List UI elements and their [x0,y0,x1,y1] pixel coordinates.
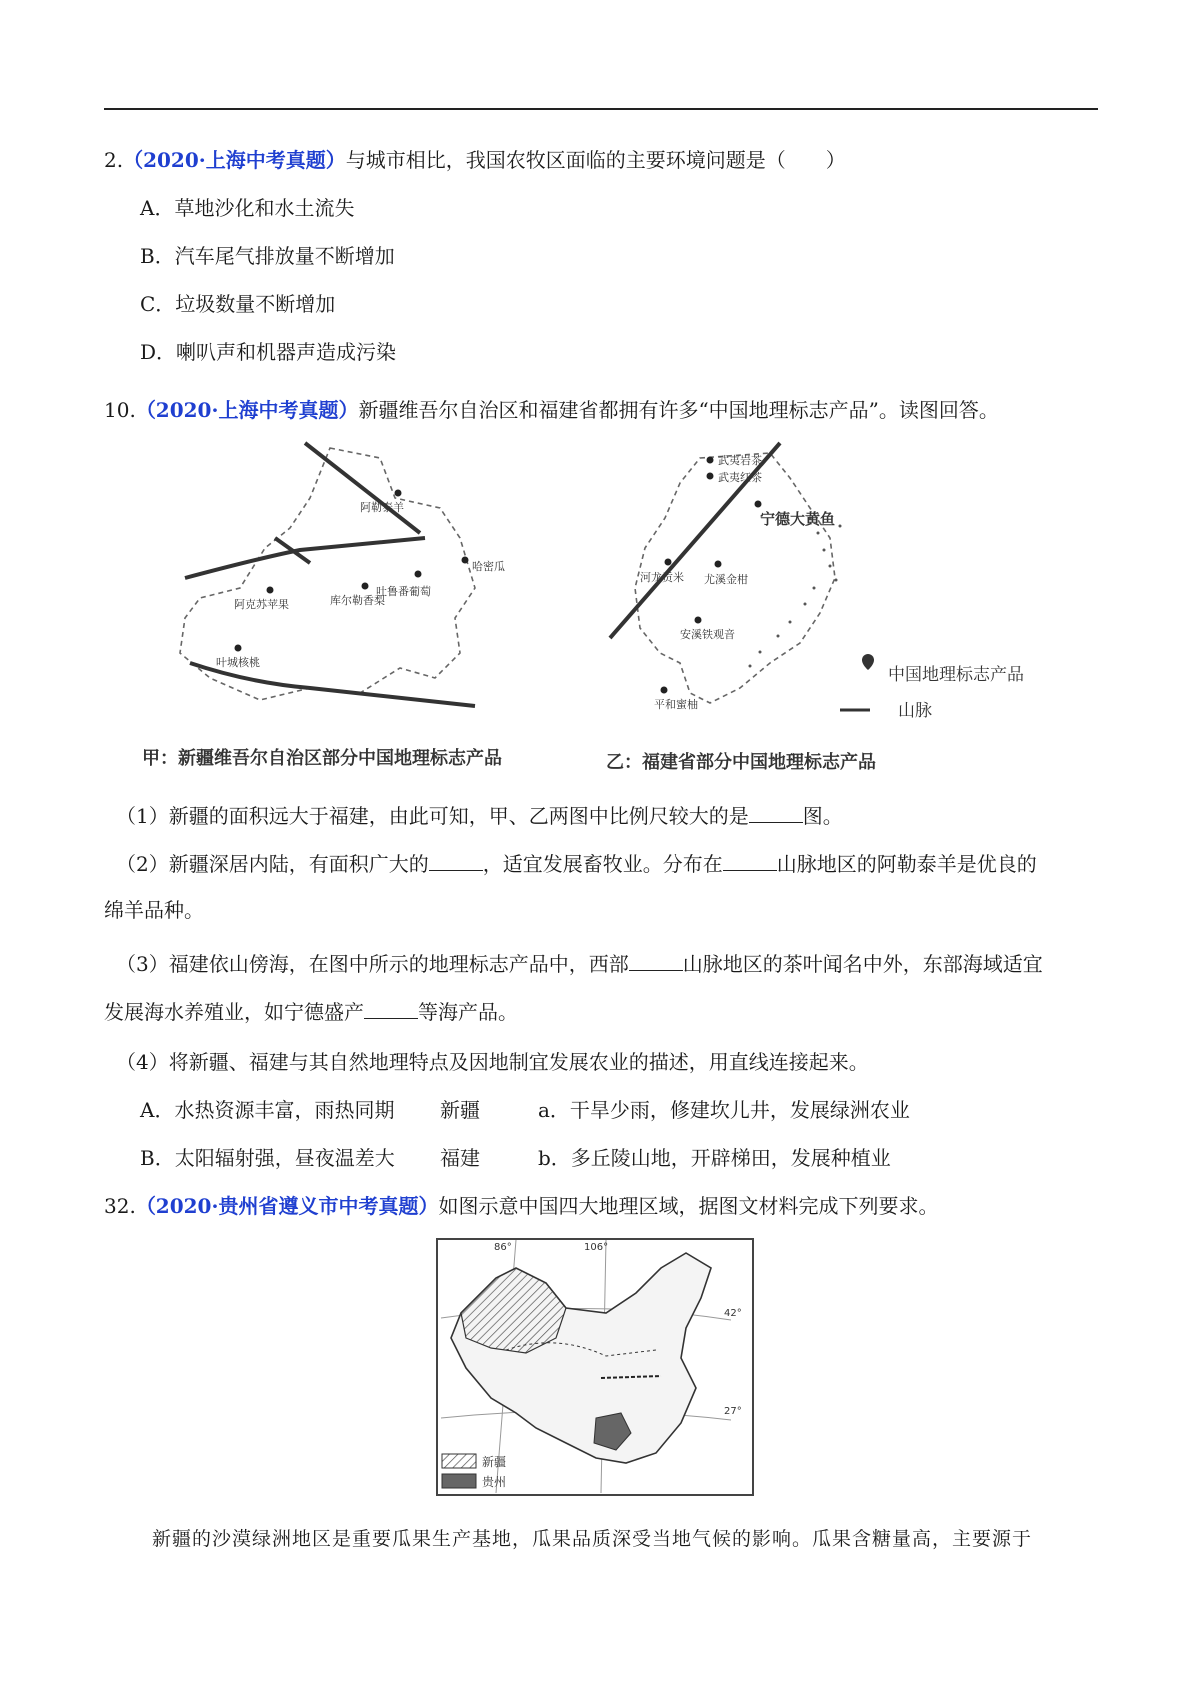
pin-icon [665,559,672,566]
legend-guizhou: 贵州 [482,1475,507,1489]
map-pin-icon [862,654,874,670]
q2-option-b[interactable]: B．汽车尾气排放量不断增加 [140,244,395,268]
xinjiang-pins [235,490,469,652]
label-turpan-grape: 吐鲁番葡萄 [376,585,431,598]
pin-icon [267,587,274,594]
pin-icon [707,457,714,464]
pin-icon [707,473,714,480]
answer-blank[interactable] [429,848,483,871]
pin-icon [415,571,422,578]
pin-icon [715,561,722,568]
q2-option-a[interactable]: A．草地沙化和水土流失 [140,196,355,220]
header-rule [104,108,1098,110]
map-jia-caption: 甲：新疆维吾尔自治区部分中国地理标志产品 [142,748,502,769]
q10-sub3-line2-tail: 等海产品。 [418,1000,518,1024]
label-korla-pear: 库尔勒香梨 [330,594,385,607]
match-row-a-mid[interactable]: 新疆 [440,1098,480,1122]
pin-icon [755,501,762,508]
q10-sub3-line2 [104,996,518,1026]
label-aksu-apple: 阿克苏苹果 [234,598,289,611]
fujian-legend [840,654,1024,721]
xinjiang-map [170,438,505,734]
q10-sub1 [116,800,843,830]
pin-icon [661,687,668,694]
q10-sub2-line2: 绵羊品种。 [104,898,204,922]
lat-27-label: 27° [724,1406,742,1417]
fujian-coast-dots [749,517,842,668]
q10-sub2 [116,848,1037,878]
xinjiang-legend-swatch [442,1454,476,1468]
label-ningde-croaker: 宁德大黄鱼 [760,510,836,528]
q10-number: 10. [104,398,136,422]
pin-icon [235,645,242,652]
label-youxi-kumquat: 尤溪金柑 [704,573,748,586]
lon-86-label: 86° [494,1242,512,1253]
q32-source: （2020·贵州省遵义市中考真题） [135,1194,439,1218]
q10-sub2-tail: 山脉地区的阿勒泰羊是优良的 [776,852,1037,876]
q10-stem [104,396,999,424]
q2-number: 2. [104,148,124,172]
match-row-a-right[interactable]: a．干旱少雨，修建坎儿井，发展绿洲农业 [538,1098,910,1122]
legend-line-label: 山脉 [898,701,932,721]
q2-option-c[interactable]: C．垃圾数量不断增加 [140,292,336,316]
legend-pin-label: 中国地理标志产品 [888,665,1024,685]
q10-sub1-tail: 图。 [802,804,843,828]
q10-sub2-text: （2）新疆深居内陆，有面积广大的 [116,852,429,876]
label-anxi-tieguanyin: 安溪铁观音 [680,628,735,641]
q10-sub4: （4）将新疆、福建与其自然地理特点及因地制宜发展农业的描述，用直线连接起来。 [116,1050,869,1074]
fujian-map [600,438,1080,734]
q10-source: （2020·上海中考真题） [135,398,359,422]
label-helong-rice: 河龙贡米 [640,571,684,584]
label-hami-melon: 哈密瓜 [472,560,505,573]
match-row-a-left[interactable]: A．水热资源丰富，雨热同期 [140,1098,395,1122]
q10-sub3-tail: 山脉地区的茶叶闻名中外，东部海域适宜 [682,952,1043,976]
q10-sub2-mid: ，适宜发展畜牧业。分布在 [482,852,723,876]
q2-stem-text: 与城市相比，我国农牧区面临的主要环境问题是（ ） [345,148,846,172]
match-row-b-mid[interactable]: 福建 [440,1146,480,1170]
label-wuyi-black-tea: 武夷红茶 [718,471,762,484]
label-wuyi-rock-tea: 武夷岩茶 [718,454,762,467]
legend-xinjiang: 新疆 [482,1455,507,1469]
q32-number: 32. [104,1194,136,1218]
q2-option-d[interactable]: D．喇叭声和机器声造成污染 [140,340,397,364]
q10-sub3 [116,948,1043,978]
lon-106-label: 106° [584,1242,609,1253]
q10-sub3-line2-text: 发展海水养殖业，如宁德盛产 [104,1000,364,1024]
q10-sub1-text: （1）新疆的面积远大于福建，由此可知，甲、乙两图中比例尺较大的是 [116,804,749,828]
q32-passage: 新疆的沙漠绿洲地区是重要瓜果生产基地，瓜果品质深受当地气候的影响。瓜果含糖量高，主要源于 [152,1528,1033,1550]
pin-icon [462,557,469,564]
label-pinghe-pomelo: 平和蜜柚 [654,698,698,711]
match-row-b-right[interactable]: b．多丘陵山地，开辟梯田，发展种植业 [538,1146,891,1170]
china-regions-map [436,1238,754,1496]
match-row-b-left[interactable]: B．太阳辐射强，昼夜温差大 [140,1146,395,1170]
map-yi-caption: 乙：福建省部分中国地理标志产品 [606,752,876,773]
q10-sub3-text: （3）福建依山傍海，在图中所示的地理标志产品中，西部 [116,952,629,976]
pin-icon [395,490,402,497]
pin-icon [695,617,702,624]
q32-stem-text: 如图示意中国四大地理区域，据图文材料完成下列要求。 [438,1194,939,1218]
q2-source: （2020·上海中考真题） [123,148,346,172]
answer-blank[interactable] [723,848,777,871]
answer-blank[interactable] [364,996,418,1019]
lat-42-label: 42° [724,1308,742,1319]
answer-blank[interactable] [749,800,803,823]
guizhou-legend-swatch [442,1474,476,1488]
kunlun-mountains [190,663,475,706]
q2-stem [104,146,846,174]
label-altai-sheep: 阿勒泰羊 [360,501,404,514]
q10-stem-text: 新疆维吾尔自治区和福建省都拥有许多“中国地理标志产品”。读图回答。 [358,398,999,422]
label-yecheng-walnut: 叶城核桃 [216,656,260,669]
altai-mountains [305,443,420,533]
q32-stem [104,1192,938,1220]
answer-blank[interactable] [629,948,683,971]
pin-icon [362,583,369,590]
